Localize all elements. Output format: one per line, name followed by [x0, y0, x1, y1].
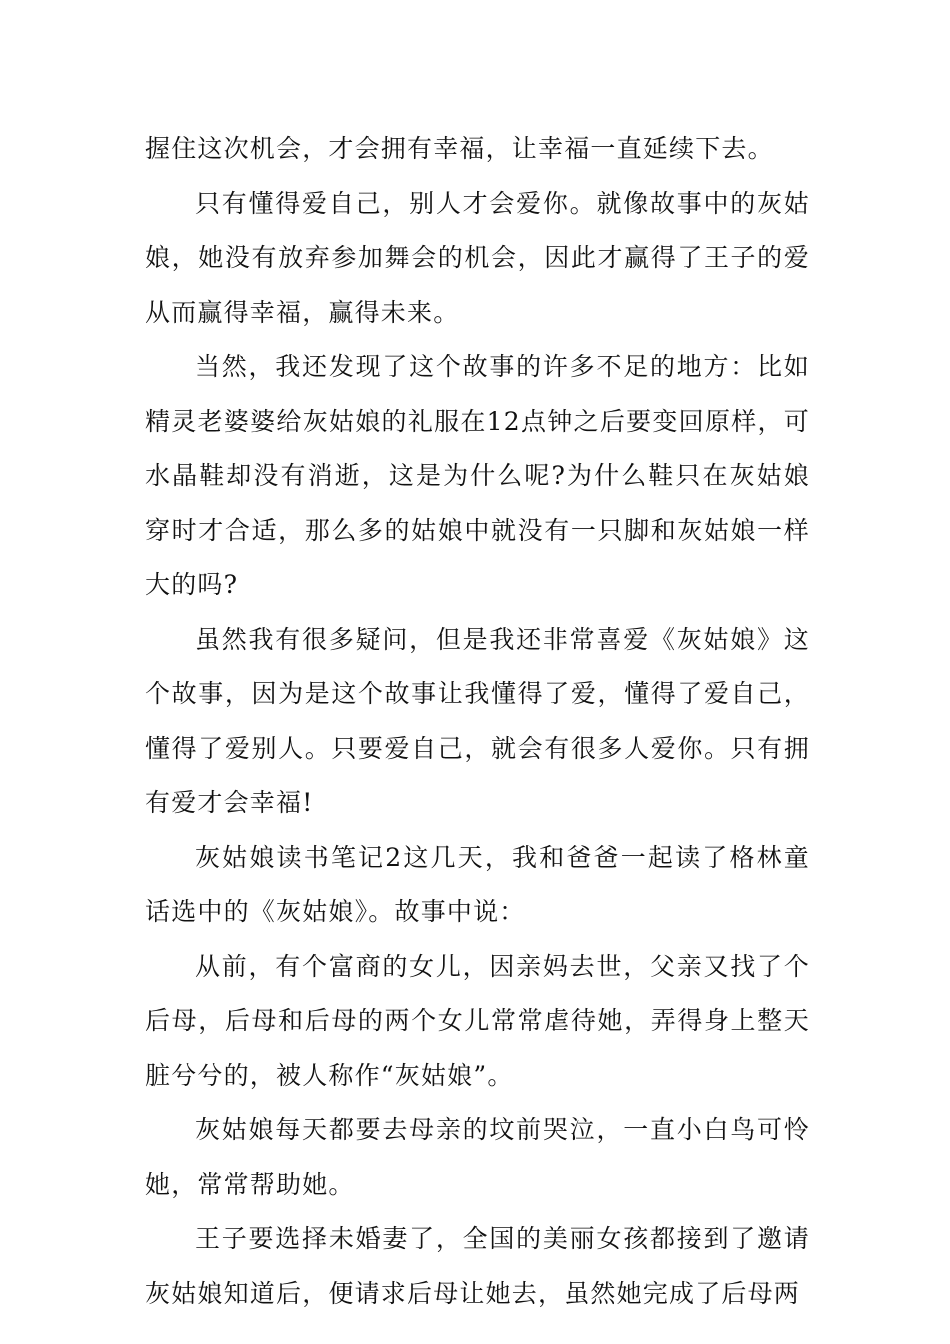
paragraph-4: 虽然我有很多疑问，但是我还非常喜爱《灰姑娘》这个故事，因为是这个故事让我懂得了爱，懂得了爱自己，懂得了爱别人。只要爱自己，就会有很多人爱你。只有拥有爱才会幸福! [145, 624, 810, 817]
paragraph-5: 灰姑娘读书笔记2这几天，我和爸爸一起读了格林童话选中的《灰姑娘》。故事中说： [145, 842, 810, 926]
paragraph-3: 当然，我还发现了这个故事的许多不足的地方：比如精灵老婆婆给灰姑娘的礼服在12点钟之后要变回原样，可水晶鞋却没有消逝，这是为什么呢?为什么鞋只在灰姑娘穿时才合适，那么多的姑娘中就没有一只脚和灰姑娘一样大的吗? [145, 352, 810, 599]
paragraph-7: 灰姑娘每天都要去母亲的坟前哭泣，一直小白鸟可怜她，常常帮助她。 [145, 1115, 810, 1199]
paragraph-8: 王子要选择未婚妻了，全国的美丽女孩都接到了邀请灰姑娘知道后，便请求后母让她去，虽然她完成了后母两 [145, 1224, 810, 1308]
paragraph-6: 从前，有个富商的女儿，因亲妈去世，父亲又找了个后母，后母和后母的两个女儿常常虐待她，弄得身上整天脏兮兮的，被人称作“灰姑娘”。 [145, 951, 810, 1090]
paragraph-1: 握住这次机会，才会拥有幸福，让幸福一直延续下去。 [145, 134, 774, 163]
paragraph-2: 只有懂得爱自己，别人才会爱你。就像故事中的灰姑娘，她没有放弃参加舞会的机会，因此才赢得了王子的爱从而赢得幸福，赢得未来。 [145, 188, 810, 327]
document-body [145, 122, 810, 1321]
